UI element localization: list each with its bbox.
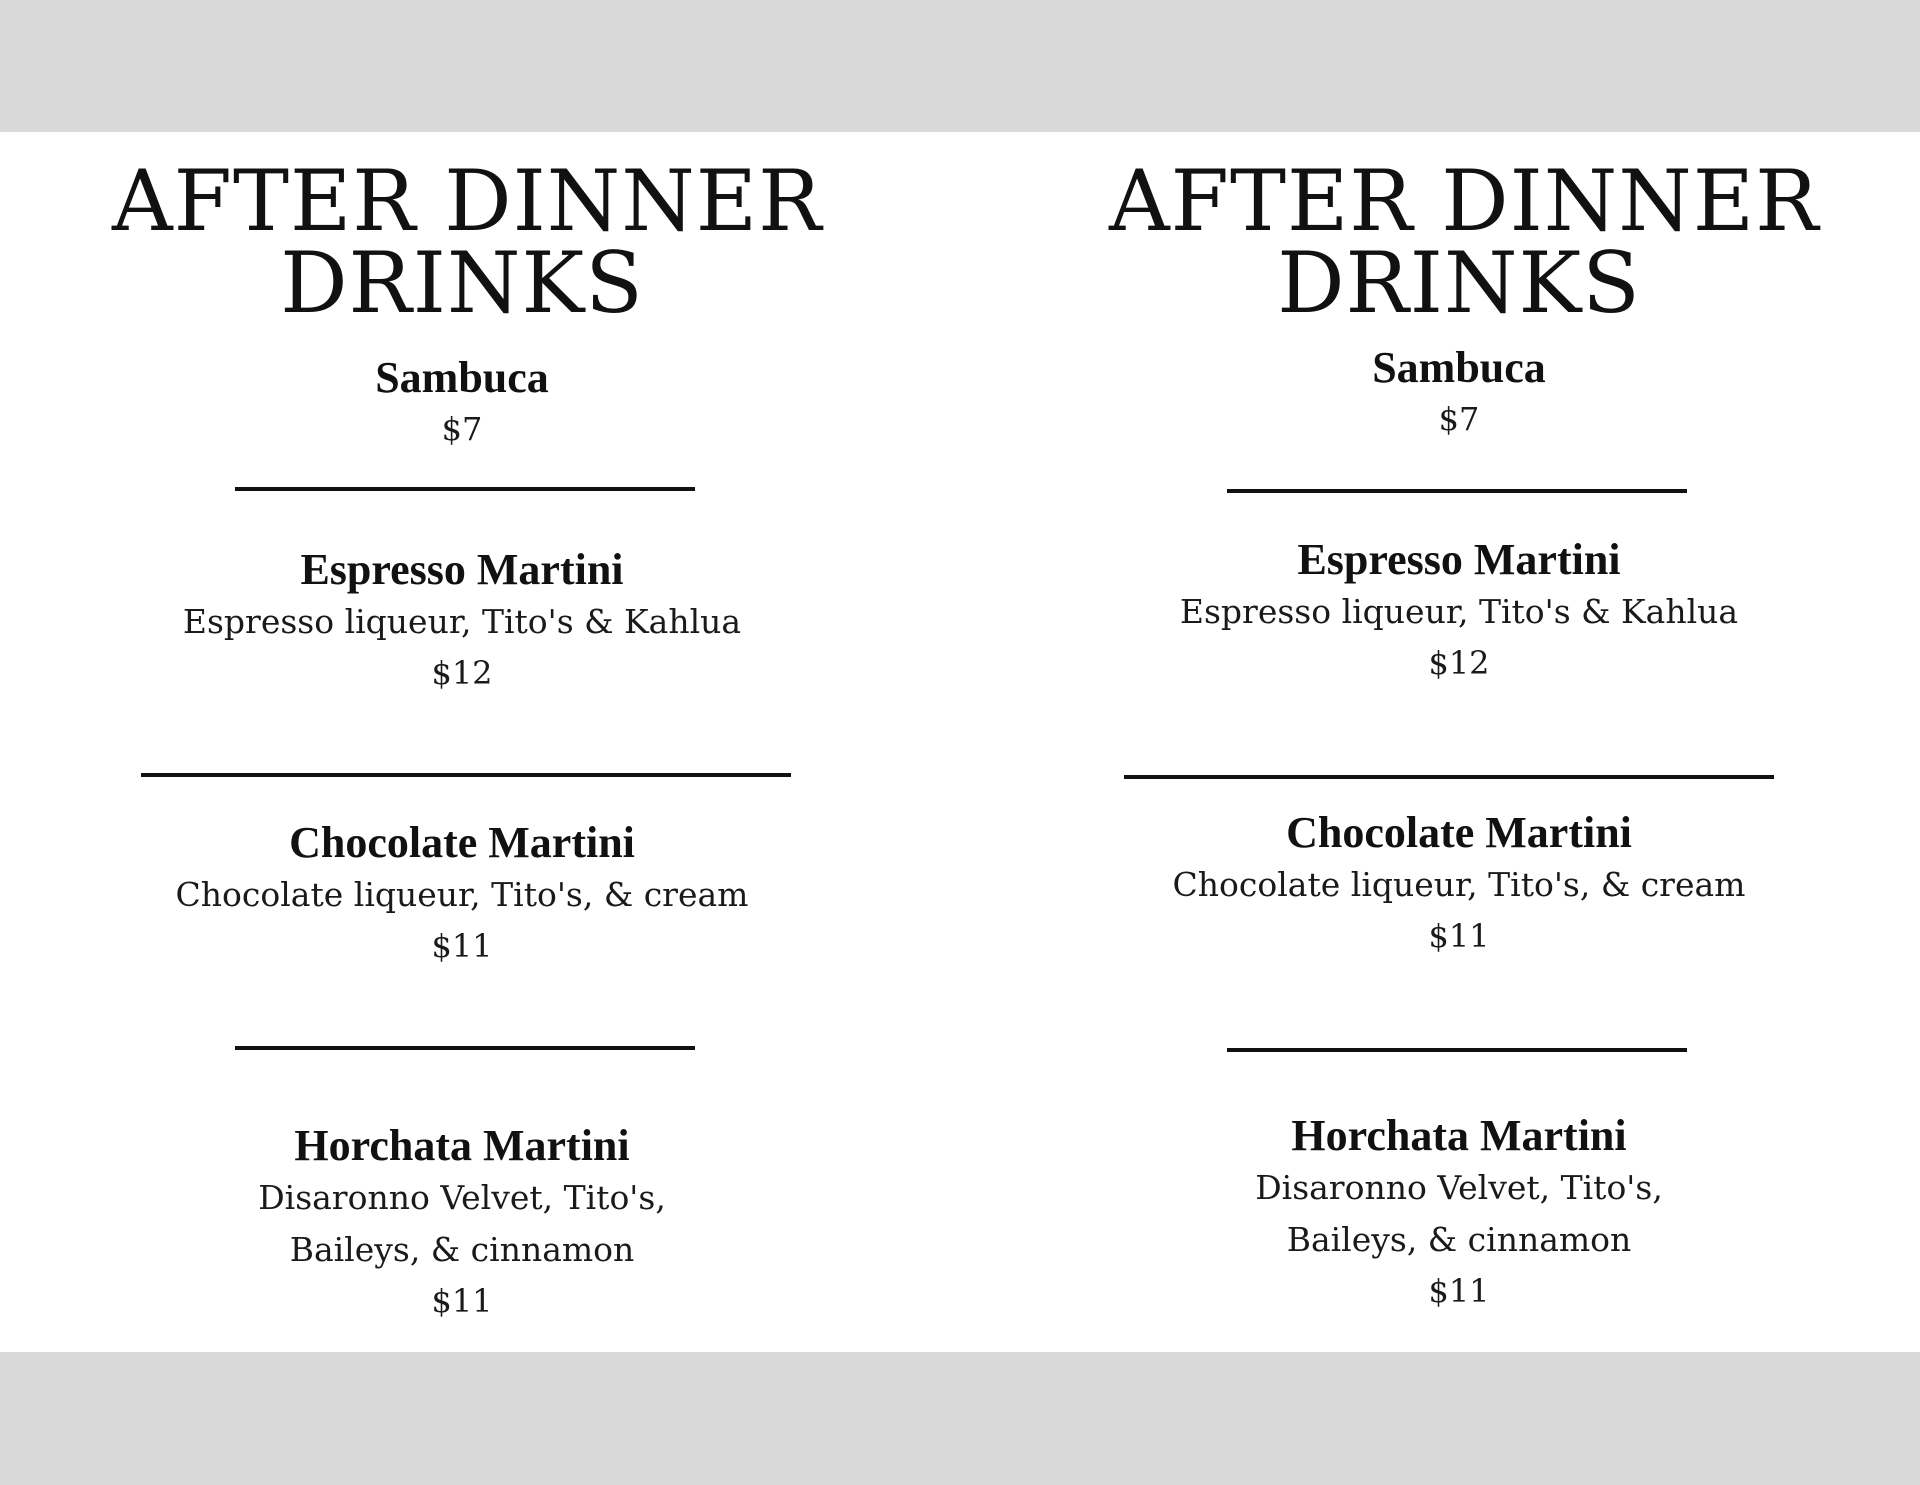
title-line-2: DRINKS — [1277, 234, 1641, 332]
title-line-1: AFTER DINNER — [112, 152, 823, 250]
menu-right — [1109, 132, 1820, 1352]
divider — [235, 487, 695, 491]
menu-item-sambuca — [1109, 342, 1809, 444]
menu-left — [112, 132, 823, 1352]
item-description: Chocolate liqueur, Tito's, & cream — [1172, 865, 1746, 904]
item-description: Disaronno Velvet, Tito's, — [1255, 1168, 1663, 1207]
divider — [235, 1046, 695, 1050]
item-description: Espresso liqueur, Tito's & Kahlua — [1179, 592, 1739, 631]
item-description-line-2: Baileys, & cinnamon — [289, 1230, 635, 1269]
item-description: Chocolate liqueur, Tito's, & cream — [175, 875, 749, 914]
menu-item-chocolate-martini — [112, 817, 812, 971]
divider — [141, 773, 791, 777]
item-description: Espresso liqueur, Tito's & Kahlua — [182, 602, 742, 641]
item-name: Horchata Martini — [294, 1121, 630, 1170]
title-line-2: DRINKS — [280, 234, 644, 332]
item-price: $11 — [1428, 1272, 1490, 1310]
menu-item-chocolate-martini — [1109, 807, 1809, 961]
item-name: Chocolate Martini — [289, 818, 635, 867]
menu-title — [1109, 152, 1820, 332]
item-name: Sambuca — [375, 353, 549, 402]
menu-sheet — [0, 132, 1920, 1352]
item-name: Espresso Martini — [300, 545, 624, 594]
menu-item-espresso-martini — [1109, 534, 1809, 688]
item-name: Sambuca — [1372, 343, 1546, 392]
item-price: $7 — [1438, 400, 1480, 438]
item-price: $12 — [1428, 644, 1490, 682]
menu-item-horchata-martini — [1109, 1110, 1809, 1316]
item-price: $11 — [431, 1282, 493, 1320]
menu-title — [112, 152, 823, 332]
item-description: Disaronno Velvet, Tito's, — [258, 1178, 666, 1217]
menu-item-horchata-martini — [112, 1120, 812, 1326]
title-line-1: AFTER DINNER — [1109, 152, 1820, 250]
item-name: Espresso Martini — [1297, 535, 1621, 584]
item-price: $12 — [431, 654, 493, 692]
item-description-line-2: Baileys, & cinnamon — [1286, 1220, 1632, 1259]
item-name: Chocolate Martini — [1286, 808, 1632, 857]
divider — [1124, 775, 1774, 779]
item-name: Horchata Martini — [1291, 1111, 1627, 1160]
item-price: $7 — [441, 410, 483, 448]
menu-item-sambuca — [112, 352, 812, 454]
divider — [1227, 489, 1687, 493]
item-price: $11 — [1428, 917, 1490, 955]
divider — [1227, 1048, 1687, 1052]
menu-item-espresso-martini — [112, 544, 812, 698]
item-price: $11 — [431, 927, 493, 965]
